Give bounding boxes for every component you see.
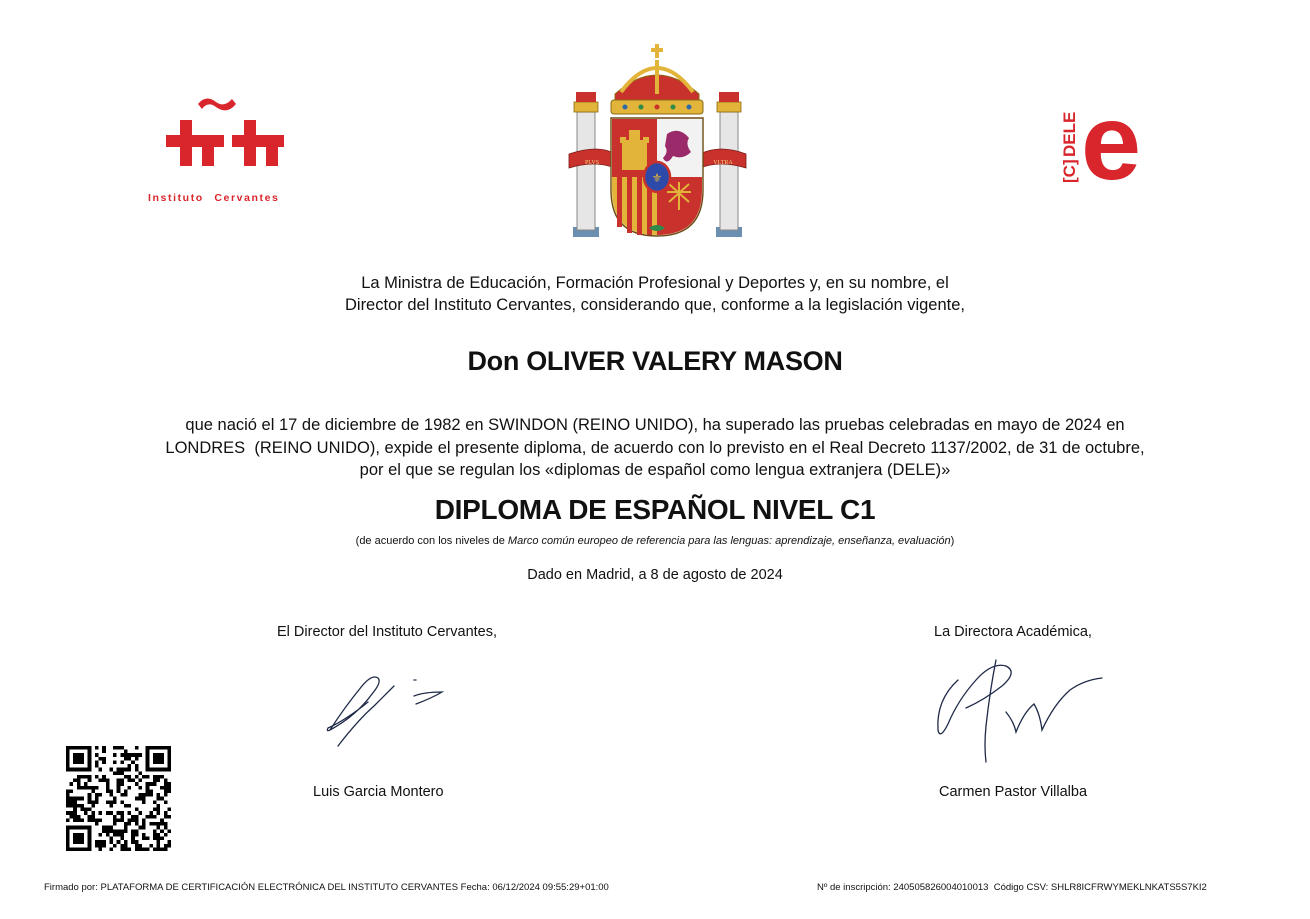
right-signature-drawing (930, 652, 1110, 764)
framework-prefix: (de acuerdo con los niveles de (355, 535, 508, 547)
left-signatory-title: El Director del Instituto Cervantes, (277, 624, 498, 640)
body-line-2: LONDRES (REINO UNIDO), expide el presente diploma, de acuerdo con lo previsto en el Real Decreto 1137/2002, de 31 de octubre, (165, 438, 1145, 457)
dele-logo-icon (1055, 95, 1155, 185)
right-signature (930, 652, 1110, 764)
framework-italic: Marco común europeo de referencia para las lenguas: aprendizaje, enseñanza, evaluación (507, 535, 951, 547)
dele-logo-text: DELE (1060, 111, 1079, 157)
left-signature-drawing (322, 668, 452, 750)
right-signatory-name: Carmen Pastor Villalba (939, 784, 1088, 800)
right-signatory-title: La Directora Académica, (934, 624, 1092, 640)
qr-code-icon (66, 746, 171, 851)
footer-signature-info: Firmado por: PLATAFORMA DE CERTIFICACIÓN ELECTRÓNICA DEL INSTITUTO CERVANTES Fecha: 06/12/2024 09:55:29+01:00 (44, 882, 609, 893)
intro-line-1: La Ministra de Educación, Formación Profesional y Deportes y, en su nombre, el (361, 274, 949, 292)
left-signatory-name: Luis Garcia Montero (313, 784, 444, 800)
dele-mark-text: [C] (1060, 159, 1079, 183)
body-paragraph (0, 414, 1310, 482)
instituto-cervantes-logo (140, 92, 320, 207)
svg-text:⚜: ⚜ (651, 171, 663, 185)
ribbon-left-text: PLVS (584, 160, 600, 166)
framework-suffix: ) (950, 535, 955, 547)
intro-paragraph (0, 272, 1310, 316)
coat-of-arms (565, 42, 750, 247)
crown (611, 44, 703, 114)
footer-registration-info: Nº de inscripción: 240505826004010013 Código CSV: SHLR8ICFRWYMEKLNKATS5S7KI2 (817, 882, 1207, 893)
institute-logo-text: Instituto Cervantes (148, 192, 280, 204)
qr-code[interactable] (66, 746, 171, 851)
spanish-coat-of-arms-icon (565, 42, 750, 247)
dele-logo (1055, 95, 1155, 185)
framework-note (0, 535, 1310, 547)
body-line-3: por el que se regulan los «diplomas de español como lengua extranjera (DELE)» (359, 461, 951, 479)
diploma-title: DIPLOMA DE ESPAÑOL NIVEL C1 (434, 494, 876, 525)
issue-date-line: Dado en Madrid, a 8 de agosto de 2024 (527, 567, 783, 583)
left-signature (322, 668, 452, 750)
intro-line-2: Director del Instituto Cervantes, considerando que, conforme a la legislación vigente, (344, 296, 965, 314)
shield (611, 118, 703, 236)
instituto-cervantes-logo-icon (140, 92, 320, 192)
dele-big-letter: e (1081, 95, 1142, 185)
body-line-1: que nació el 17 de diciembre de 1982 en SWINDON (REINO UNIDO), ha superado las pruebas celebradas en mayo de 2024 en (185, 416, 1125, 434)
ribbon-right-text: VLTRA (713, 160, 733, 166)
holder-name: Don OLIVER VALERY MASON (467, 346, 843, 376)
